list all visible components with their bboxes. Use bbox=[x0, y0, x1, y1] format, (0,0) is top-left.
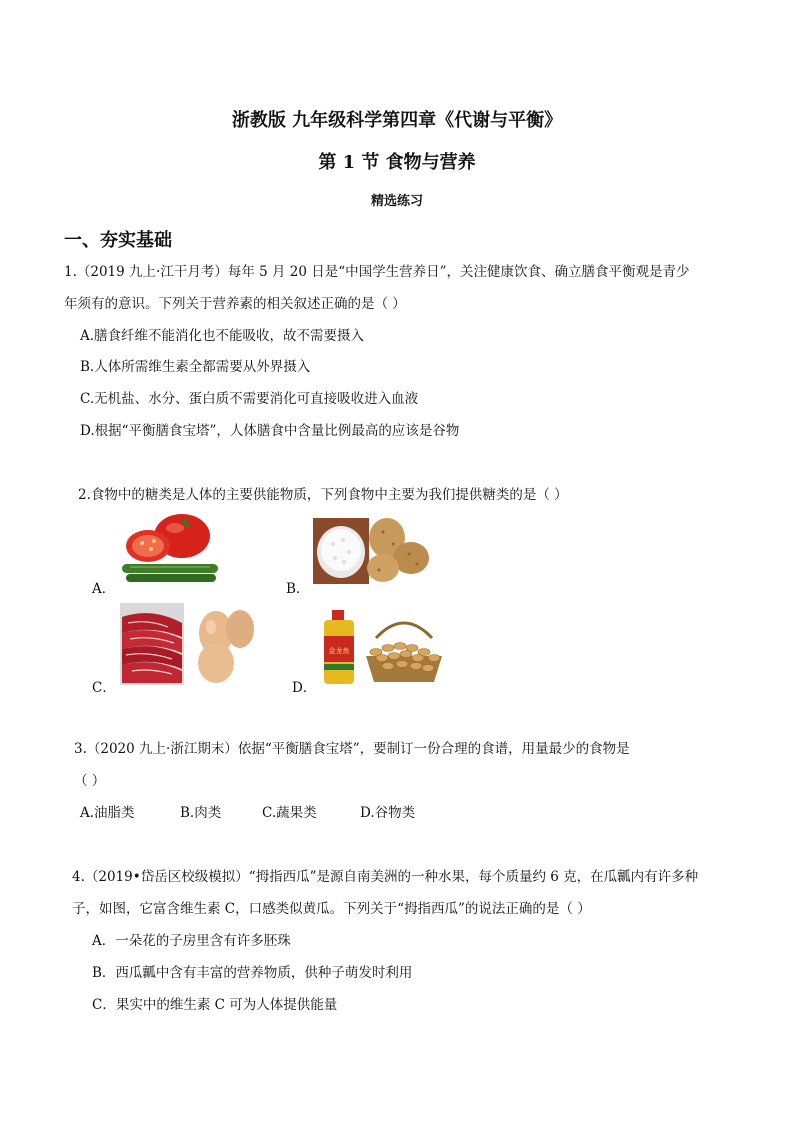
q1-stem-line2: 年须有的意识。下列关于营养素的相关叙述正确的是（ ） bbox=[64, 296, 406, 312]
q4-option-a: A．一朵花的子房里含有许多胚珠 bbox=[92, 933, 291, 949]
section-title: 第 1 节 食物与营养 bbox=[318, 152, 476, 173]
q3-option-d: D.谷物类 bbox=[360, 805, 416, 821]
oil-brand-label: 金龙鱼 bbox=[328, 647, 350, 655]
q4-option-b: B．西瓜瓤中含有丰富的营养物质，供种子萌发时利用 bbox=[92, 965, 413, 981]
q3-option-b: B.肉类 bbox=[180, 805, 222, 821]
document-title: 浙教版 九年级科学第四章《代谢与平衡》 bbox=[231, 110, 563, 131]
q2-stem: 2.食物中的糖类是人体的主要供能物质，下列食物中主要为我们提供糖类的是（ ） bbox=[78, 487, 568, 503]
q4-option-c: C．果实中的维生素 C 可为人体提供能量 bbox=[92, 997, 338, 1013]
q1-option-d: D.根据“平衡膳食宝塔”，人体膳食中含量比例最高的应该是谷物 bbox=[80, 423, 460, 439]
part-heading: 一、夯实基础 bbox=[64, 230, 172, 251]
q2-label-b: B． bbox=[286, 581, 310, 597]
q3-option-c: C.蔬果类 bbox=[262, 805, 317, 821]
q2-label-c: C． bbox=[92, 680, 116, 696]
q1-stem-line1: 1.（2019 九上·江干月考）每年 5 月 20 日是“中国学生营养日”，关注健康饮食、确立膳食平衡观是青少 bbox=[64, 264, 690, 280]
oil-peanut-image bbox=[318, 608, 448, 686]
q2-label-a: A． bbox=[92, 581, 116, 597]
q4-stem-line2: 子，如图，它富含维生素 C，口感类似黄瓜。下列关于“拇指西瓜”的说法正确的是（ ） bbox=[72, 901, 591, 917]
q1-option-a: A.膳食纤维不能消化也不能吸收，故不需要摄入 bbox=[80, 328, 365, 344]
q3-stem-line2: （ ） bbox=[74, 773, 106, 789]
rice-potato-image bbox=[313, 514, 433, 586]
q1-option-c: C.无机盐、水分、蛋白质不需要消化可直接吸收进入血液 bbox=[80, 391, 419, 407]
q1-option-b: B.人体所需维生素全都需要从外界摄入 bbox=[80, 359, 311, 375]
q2-label-d: D． bbox=[292, 680, 317, 696]
q3-stem-line1: 3.（2020 九上·浙江期末）依据“平衡膳食宝塔”，要制订一份合理的食谱，用量最少的食物是 bbox=[74, 741, 630, 757]
q3-option-a: A.油脂类 bbox=[80, 805, 135, 821]
subtitle: 精选练习 bbox=[370, 194, 423, 209]
q4-stem-line1: 4.（2019•岱岳区校级模拟）“拇指西瓜”是源自南美洲的一种水果，每个质量约 6 克，在瓜瓤内有许多种 bbox=[72, 869, 699, 885]
meat-egg-image bbox=[120, 603, 256, 685]
tomato-cucumber-image bbox=[120, 508, 220, 586]
